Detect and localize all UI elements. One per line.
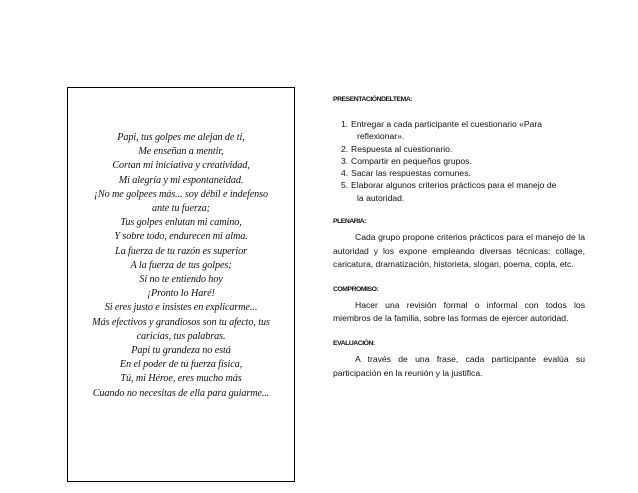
step-text: Respuesta al cuestionario. bbox=[351, 143, 453, 154]
poem-line: caricias, tus palabras. bbox=[136, 330, 226, 342]
poem-line: Cortan mi iniciativa y creatividad, bbox=[112, 160, 250, 172]
step-text: Sacar las respuestas comunes. bbox=[351, 168, 471, 179]
list-item bbox=[333, 179, 585, 204]
step-number: 3. bbox=[341, 155, 349, 166]
section-presentacion bbox=[333, 96, 585, 204]
poem bbox=[68, 131, 294, 401]
step-number: 4. bbox=[341, 168, 349, 179]
section-text: Cada grupo propone criterios prácticos para el manejo de la autoridad y los expone empleando diversas técnicas: collage, caricatura, dramatización, historieta, slogan, poema, copla, etc. bbox=[333, 232, 585, 270]
section-text: A través de una frase, cada participante evalúa su participación en la reunión y la justifica. bbox=[333, 354, 585, 378]
list-item bbox=[333, 155, 585, 167]
section-title: PRESENTACIÓNDELTEMA: bbox=[333, 96, 413, 103]
poem-line: Si no te entiendo hoy bbox=[139, 274, 223, 286]
step-continuation: reflexionar». bbox=[357, 131, 405, 142]
step-text: Entregar a cada participante el cuestionario «Para bbox=[351, 119, 543, 129]
poem-line: Más efectivos y grandiosos son tu afecto, tus bbox=[92, 316, 270, 328]
step-number: 5. bbox=[341, 180, 349, 191]
step-number: 1. bbox=[341, 119, 349, 129]
section-plenaria bbox=[333, 218, 585, 272]
step-text: Compartir en pequeños grupos. bbox=[351, 155, 472, 166]
poem-line: Y sobre todo, endurecen mi alma. bbox=[114, 231, 248, 243]
step-continuation: la autoridad. bbox=[357, 192, 405, 203]
list-item bbox=[333, 167, 585, 179]
poem-line: La fuerza de tu razón es superior bbox=[115, 245, 247, 257]
step-text: Elaborar algunos criterios prácticos para el manejo de bbox=[351, 180, 557, 191]
activity-guide bbox=[333, 96, 585, 380]
poem-line: En el poder de tu fuerza física, bbox=[119, 359, 243, 371]
steps-list bbox=[333, 118, 585, 204]
poem-line: Tus golpes enlutan mi camino, bbox=[120, 217, 242, 229]
list-item bbox=[333, 118, 585, 143]
poem-line: Cuando no necesitas de ella para guiarme... bbox=[92, 387, 270, 399]
poem-line: Papi, tus golpes me alejan de ti, bbox=[117, 132, 245, 143]
poem-line: ¡No me golpees más... soy débil e indefenso bbox=[94, 188, 268, 200]
poem-line: Si eres justo e insistes en explicarme... bbox=[104, 302, 258, 314]
section-title: COMPROMISO: bbox=[333, 285, 379, 293]
section-evaluacion bbox=[333, 340, 585, 380]
poem-line: Papi tu grandeza no está bbox=[131, 345, 231, 357]
poem-line: Me enseñan a mentir, bbox=[138, 146, 224, 158]
step-number: 2. bbox=[341, 143, 349, 154]
poem-line: Mi alegría y mi espontaneidad. bbox=[118, 174, 244, 186]
section-title: EVALUACIÓN: bbox=[333, 340, 375, 348]
list-item bbox=[333, 143, 585, 155]
poem-frame bbox=[67, 87, 295, 482]
poem-line: ante tu fuerza; bbox=[152, 203, 210, 215]
section-title: PLENARIA: bbox=[333, 218, 366, 226]
section-compromiso bbox=[333, 286, 585, 326]
poem-line: Tú, mi Héroe, eres mucho más bbox=[120, 373, 242, 385]
poem-line: ¡Pronto lo Haré! bbox=[147, 288, 215, 300]
section-text: Hacer una revisión formal o informal con todos los miembros de la familia, sobre las formas de ejercer autoridad. bbox=[333, 299, 585, 324]
poem-line: A la fuerza de tus golpes; bbox=[130, 259, 232, 271]
